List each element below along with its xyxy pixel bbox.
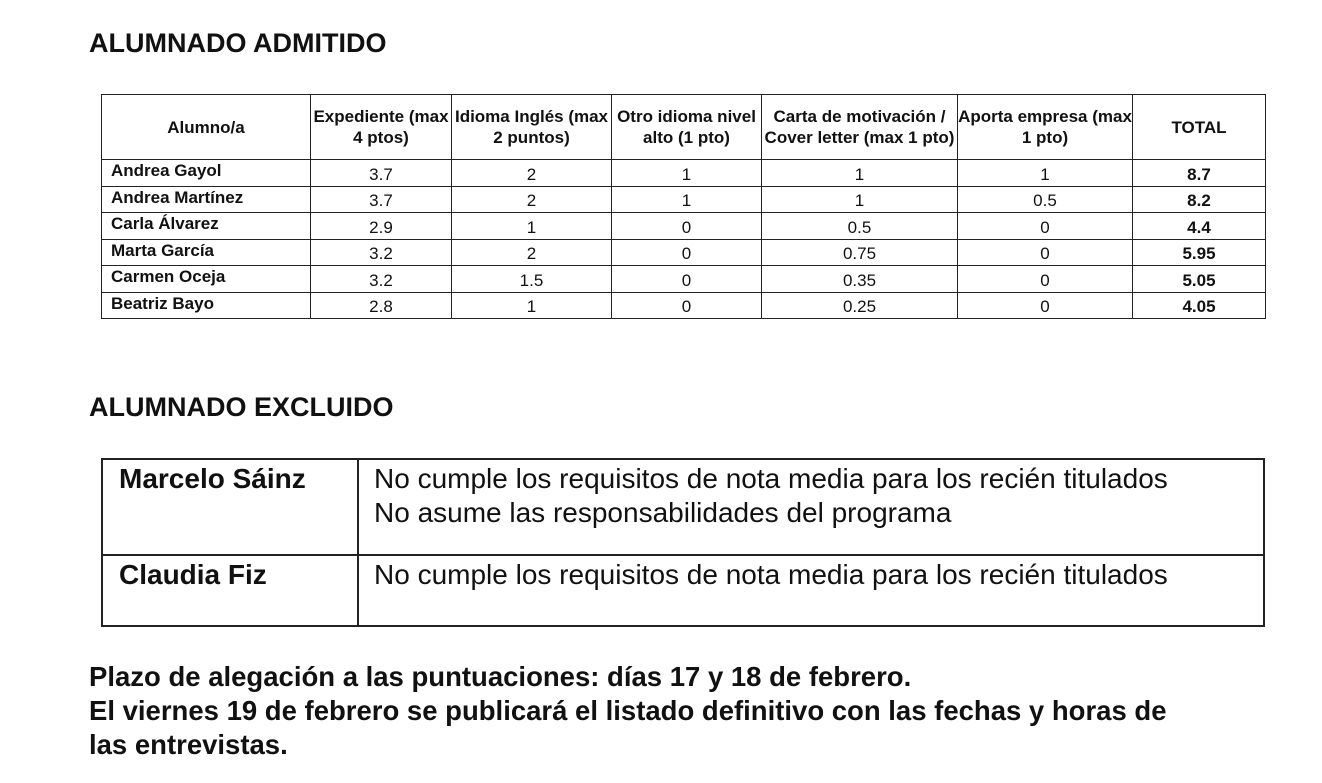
english-score: 1 bbox=[452, 292, 612, 319]
other-language-score: 0 bbox=[612, 292, 762, 319]
admitted-heading: ALUMNADO ADMITIDO bbox=[89, 28, 387, 58]
cover-letter-score: 0.75 bbox=[762, 239, 958, 266]
company-score: 0 bbox=[958, 292, 1133, 319]
record-score: 3.7 bbox=[311, 160, 452, 187]
admitted-scores-table bbox=[101, 94, 1266, 319]
other-language-score: 0 bbox=[612, 266, 762, 293]
table-row bbox=[102, 459, 1264, 555]
english-score: 2 bbox=[452, 186, 612, 213]
table-row bbox=[102, 213, 1266, 240]
final-list-notice-continued: las entrevistas. bbox=[89, 729, 288, 760]
total-score: 4.05 bbox=[1133, 292, 1266, 319]
company-score: 1 bbox=[958, 160, 1133, 187]
cover-letter-score: 1 bbox=[762, 186, 958, 213]
record-score: 2.8 bbox=[311, 292, 452, 319]
cover-letter-score: 0.5 bbox=[762, 213, 958, 240]
student-name: Andrea Martínez bbox=[102, 186, 311, 213]
record-score: 3.7 bbox=[311, 186, 452, 213]
excluded-students-table bbox=[101, 458, 1265, 627]
column-header-student: Alumno/a bbox=[102, 95, 311, 160]
english-score: 1.5 bbox=[452, 266, 612, 293]
cover-letter-score: 0.35 bbox=[762, 266, 958, 293]
excluded-student-name: Claudia Fiz bbox=[102, 555, 358, 626]
column-header-english: Idioma Inglés (max 2 puntos) bbox=[452, 95, 612, 160]
total-score: 8.2 bbox=[1133, 186, 1266, 213]
final-list-notice: El viernes 19 de febrero se publicará el listado definitivo con las fechas y horas de bbox=[89, 695, 1167, 726]
other-language-score: 0 bbox=[612, 213, 762, 240]
exclusion-reason: No cumple los requisitos de nota media para los recién titulados bbox=[374, 463, 1168, 494]
english-score: 2 bbox=[452, 160, 612, 187]
excluded-heading: ALUMNADO EXCLUIDO bbox=[89, 392, 394, 422]
student-name: Beatriz Bayo bbox=[102, 292, 311, 319]
table-row bbox=[102, 239, 1266, 266]
cover-letter-score: 1 bbox=[762, 160, 958, 187]
total-score: 4.4 bbox=[1133, 213, 1266, 240]
student-name: Marta García bbox=[102, 239, 311, 266]
table-row bbox=[102, 292, 1266, 319]
total-score: 5.95 bbox=[1133, 239, 1266, 266]
column-header-company: Aporta empresa (max 1 pto) bbox=[958, 95, 1133, 160]
appeal-deadline-notice: Plazo de alegación a las puntuaciones: días 17 y 18 de febrero. bbox=[89, 661, 912, 692]
exclusion-reasons bbox=[358, 555, 1264, 626]
record-score: 3.2 bbox=[311, 239, 452, 266]
table-row bbox=[102, 160, 1266, 187]
student-name: Carla Álvarez bbox=[102, 213, 311, 240]
total-score: 5.05 bbox=[1133, 266, 1266, 293]
other-language-score: 0 bbox=[612, 239, 762, 266]
other-language-score: 1 bbox=[612, 186, 762, 213]
table-row bbox=[102, 186, 1266, 213]
company-score: 0 bbox=[958, 239, 1133, 266]
company-score: 0.5 bbox=[958, 186, 1133, 213]
column-header-other-language: Otro idioma nivel alto (1 pto) bbox=[612, 95, 762, 160]
exclusion-reason: No asume las responsabilidades del programa bbox=[374, 497, 952, 528]
student-name: Andrea Gayol bbox=[102, 160, 311, 187]
excluded-student-name: Marcelo Sáinz bbox=[102, 459, 358, 555]
total-score: 8.7 bbox=[1133, 160, 1266, 187]
exclusion-reason: No cumple los requisitos de nota media para los recién titulados bbox=[374, 559, 1168, 590]
english-score: 2 bbox=[452, 239, 612, 266]
student-name: Carmen Oceja bbox=[102, 266, 311, 293]
column-header-total: TOTAL bbox=[1133, 95, 1266, 160]
record-score: 3.2 bbox=[311, 266, 452, 293]
table-row bbox=[102, 555, 1264, 626]
table-header-row bbox=[102, 95, 1266, 160]
column-header-cover-letter: Carta de motivación / Cover letter (max 1 pto) bbox=[762, 95, 958, 160]
english-score: 1 bbox=[452, 213, 612, 240]
record-score: 2.9 bbox=[311, 213, 452, 240]
company-score: 0 bbox=[958, 266, 1133, 293]
company-score: 0 bbox=[958, 213, 1133, 240]
exclusion-reasons bbox=[358, 459, 1264, 555]
column-header-record: Expediente (max 4 ptos) bbox=[311, 95, 452, 160]
other-language-score: 1 bbox=[612, 160, 762, 187]
table-row bbox=[102, 266, 1266, 293]
cover-letter-score: 0.25 bbox=[762, 292, 958, 319]
